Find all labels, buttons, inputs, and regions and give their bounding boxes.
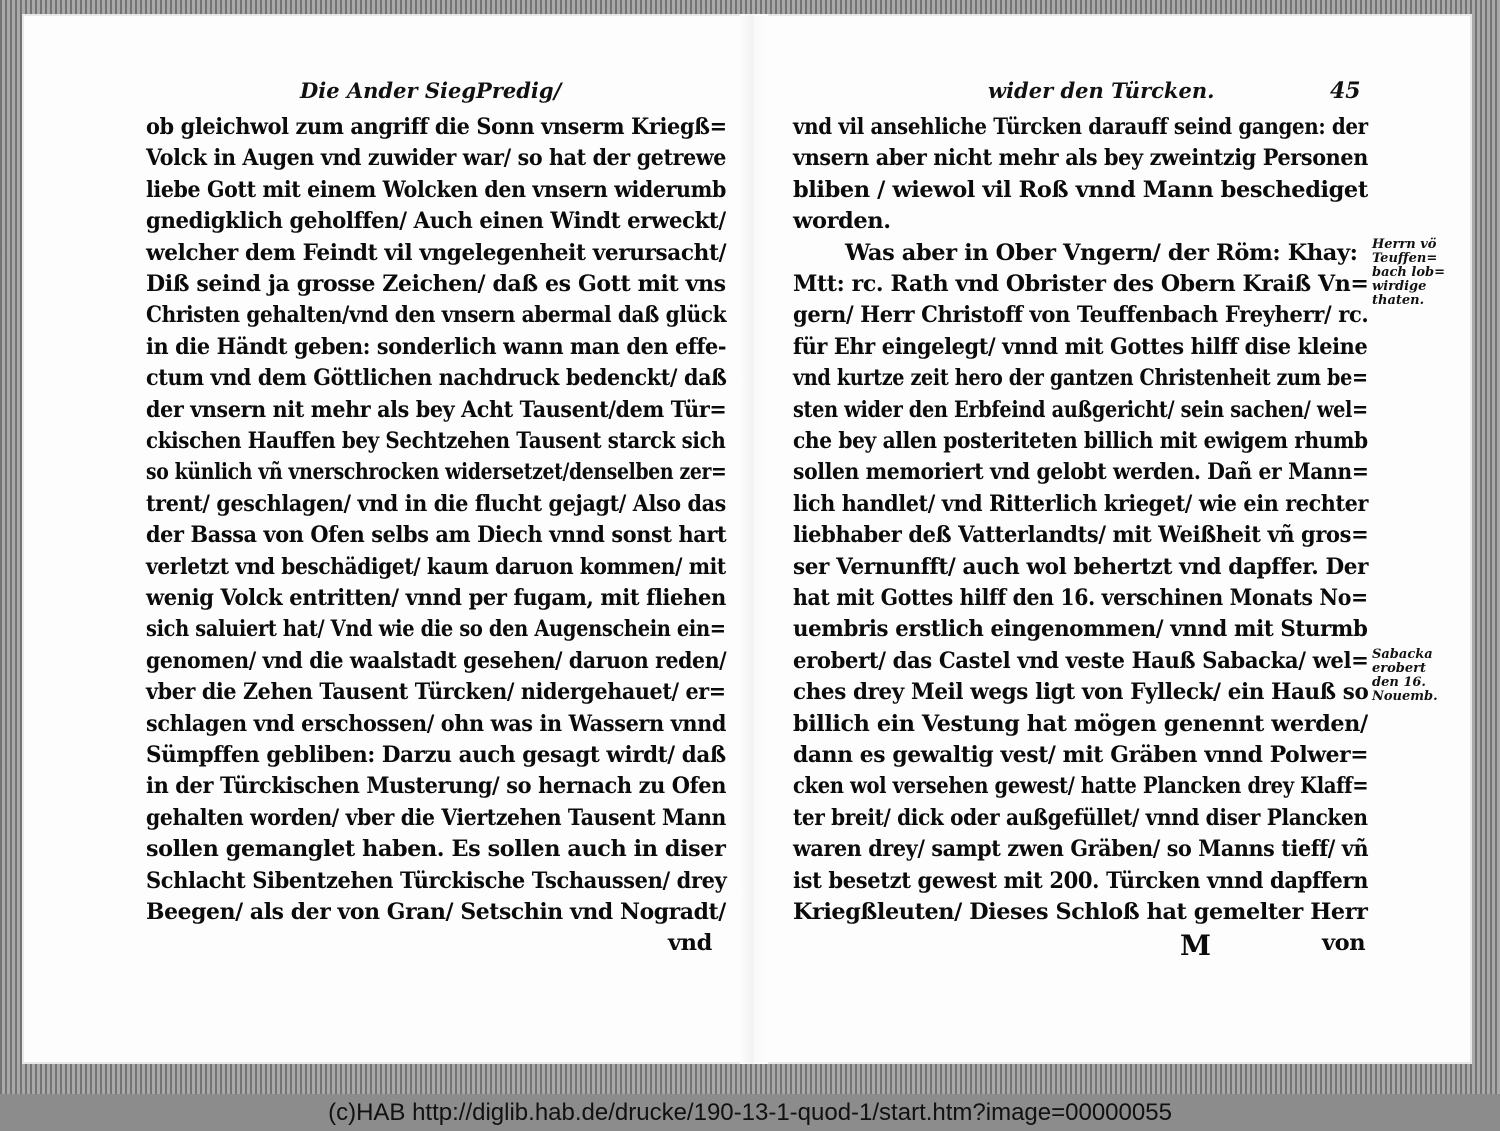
right-page-line: sten wider den Erbfeind außgericht/ sein sachen/ wel= <box>793 396 1368 423</box>
right-page-line: billich ein Vestung hat mögen genennt werden/ <box>793 710 1368 737</box>
right-page-line: gern/ Herr Christoff von Teuffenbach Freyherr/ rc. <box>793 302 1369 329</box>
right-page-line: worden. <box>793 208 891 235</box>
margin-note-line: Herrn vö <box>1372 237 1437 252</box>
margin-note-line: wirdige <box>1372 279 1427 294</box>
left-page-line: ctum vnd dem Göttlichen nachdruck bedenckt/ daß <box>146 365 727 392</box>
left-page-line: Diß seind ja grosse Zeichen/ daß es Gott mit vns <box>146 271 726 297</box>
left-page-line: sollen gemanglet haben. Es sollen auch in diser <box>146 836 726 863</box>
book-gutter <box>740 14 768 1064</box>
left-page-line: ob gleichwol zum angriff die Sonn vnserm Kriegß= <box>146 114 727 140</box>
left-page-line: ckischen Hauffen bey Sechtzehen Tausent starck sich <box>146 428 726 454</box>
left-page-line: vber die Zehen Tausent Türcken/ nidergehauet/ er= <box>146 679 726 706</box>
right-page-line: che bey allen posteriteten billich mit ewigem rhumb <box>793 428 1368 454</box>
margin-note-teuffenbach <box>1372 238 1445 308</box>
left-page-line: verletzt vnd beschädiget/ kaum daruon kommen/ mit <box>146 553 726 580</box>
left-page-line: wenig Volck entritten/ vnnd per fugam, mit fliehen <box>146 585 726 611</box>
margin-note-line: thaten. <box>1372 293 1425 308</box>
margin-note-sabacka <box>1372 648 1438 704</box>
left-page-line: vnd <box>668 930 712 957</box>
right-page-line: ches drey Meil wegs ligt von Fylleck/ ein Hauß so <box>793 679 1369 706</box>
margin-note-line: Nouemb. <box>1372 689 1438 704</box>
right-page-line: Mtt: rc. Rath vnd Obrister des Obern Kraiß Vn= <box>793 271 1369 297</box>
margin-note-line: Sabacka <box>1372 647 1433 662</box>
right-running-header: wider den Türcken. <box>988 78 1215 103</box>
copyright-footer: (c)HAB http://diglib.hab.de/drucke/190-13-1-quod-1/start.htm?image=00000055 <box>0 1094 1500 1131</box>
left-page-line: der vnsern nit mehr als bey Acht Tausent/dem Tür= <box>146 396 727 423</box>
right-page-line: bliben / wiewol vil Roß vnnd Mann beschediget <box>793 176 1368 203</box>
left-running-header: Die Ander SiegPredig/ <box>300 78 562 103</box>
right-page-line: liebhaber deß Vatterlandts/ mit Weißheit vñ gros= <box>793 522 1369 549</box>
left-page-line: in der Türckischen Musterung/ so hernach zu Ofen <box>146 773 727 800</box>
margin-note-line: den 16. <box>1372 675 1426 690</box>
left-page-line: genomen/ vnd die waalstadt gesehen/ daruon reden/ <box>146 647 727 674</box>
right-page-line: für Ehr eingelegt/ vnnd mit Gottes hilff dise kleine <box>793 333 1368 360</box>
margin-note-line: erobert <box>1372 661 1427 676</box>
right-page-line: von <box>1322 930 1366 957</box>
right-page-line: Kriegßleuten/ Dieses Schloß hat gemelter Herr <box>793 899 1368 925</box>
left-page-line: so künlich vñ vnerschrocken widersetzet/denselben zer= <box>146 459 727 486</box>
left-page-line: sich saluiert hat/ Vnd wie die so den Augenschein ein= <box>146 616 726 643</box>
left-page-line: gnedigklich geholffen/ Auch einen Windt erweckt/ <box>146 208 726 235</box>
left-page-line: in die Händt geben: sonderlich wann man den effe- <box>146 333 727 360</box>
left-page-line: Schlacht Sibentzehen Türckische Tschaussen/ drey <box>146 867 727 894</box>
margin-note-line: bach lob= <box>1372 265 1445 280</box>
right-page-line: erobert/ das Castel vnd veste Hauß Sabacka/ wel= <box>793 647 1369 674</box>
right-page-line: dann es gewaltig vest/ mit Gräben vnnd Polwer= <box>793 742 1369 768</box>
margin-note-line: Teuffen= <box>1372 251 1438 266</box>
right-page-line: lich handlet/ vnd Ritterlich krieget/ wie ein rechter <box>793 490 1369 517</box>
left-page-line: Volck in Augen vnd zuwider war/ so hat der getrewe <box>146 145 727 172</box>
right-page-line: hat mit Gottes hilff den 16. verschinen Monats No= <box>793 585 1368 611</box>
right-page-line: waren drey/ sampt zwen Gräben/ so Manns tieff/ vñ <box>793 836 1369 863</box>
right-page-line: uembris erstlich eingenommen/ vnnd mit Sturmb <box>793 616 1368 643</box>
left-page-line: schlagen vnd erschossen/ ohn was in Wassern vnnd <box>146 710 727 737</box>
right-page-line: ist besetzt gewest mit 200. Türcken vnnd dapffern <box>793 867 1369 894</box>
right-page-line: Was aber in Ober Vngern/ der Röm: Khay: <box>845 239 1358 266</box>
left-page-line: trent/ geschlagen/ vnd in die flucht gejagt/ Also das <box>146 490 726 517</box>
right-page-line: ser Vernunfft/ auch wol behertzt vnd dapffer. Der <box>793 553 1369 580</box>
page-number: 45 <box>1330 78 1361 104</box>
left-page-line: Sümpffen gebliben: Darzu auch gesagt wirdt/ daß <box>146 742 726 768</box>
right-page-line: sollen memoriert vnd gelobt werden. Dañ er Mann= <box>793 459 1369 486</box>
left-page-line: gehalten worden/ vber die Viertzehen Tausent Mann <box>146 804 727 831</box>
left-page-line: Beegen/ als der von Gran/ Setschin vnd Nogradt/ <box>146 899 726 925</box>
signature-mark: M <box>1180 929 1211 962</box>
right-page-line: vnsern aber nicht mehr als bey zweintzig Personen <box>793 145 1369 172</box>
right-page-line: vnd vil ansehliche Türcken darauff seind gangen: der <box>793 114 1368 140</box>
left-page-line: der Bassa von Ofen selbs am Diech vnnd sonst hart <box>146 522 727 549</box>
left-page-line: Christen gehalten/vnd den vnsern abermal daß glück <box>146 302 727 329</box>
right-page-line: vnd kurtze zeit hero der gantzen Christenheit zum be= <box>793 365 1368 392</box>
right-page-line: ter breit/ dick oder außgefüllet/ vnnd diser Plancken <box>793 804 1368 831</box>
right-page-line: cken wol versehen gewest/ hatte Plancken drey Klaff= <box>793 773 1369 800</box>
left-page-line: welcher dem Feindt vil vngelegenheit verursacht/ <box>146 239 727 266</box>
left-page-line: liebe Gott mit einem Wolcken den vnsern widerumb <box>146 176 726 203</box>
